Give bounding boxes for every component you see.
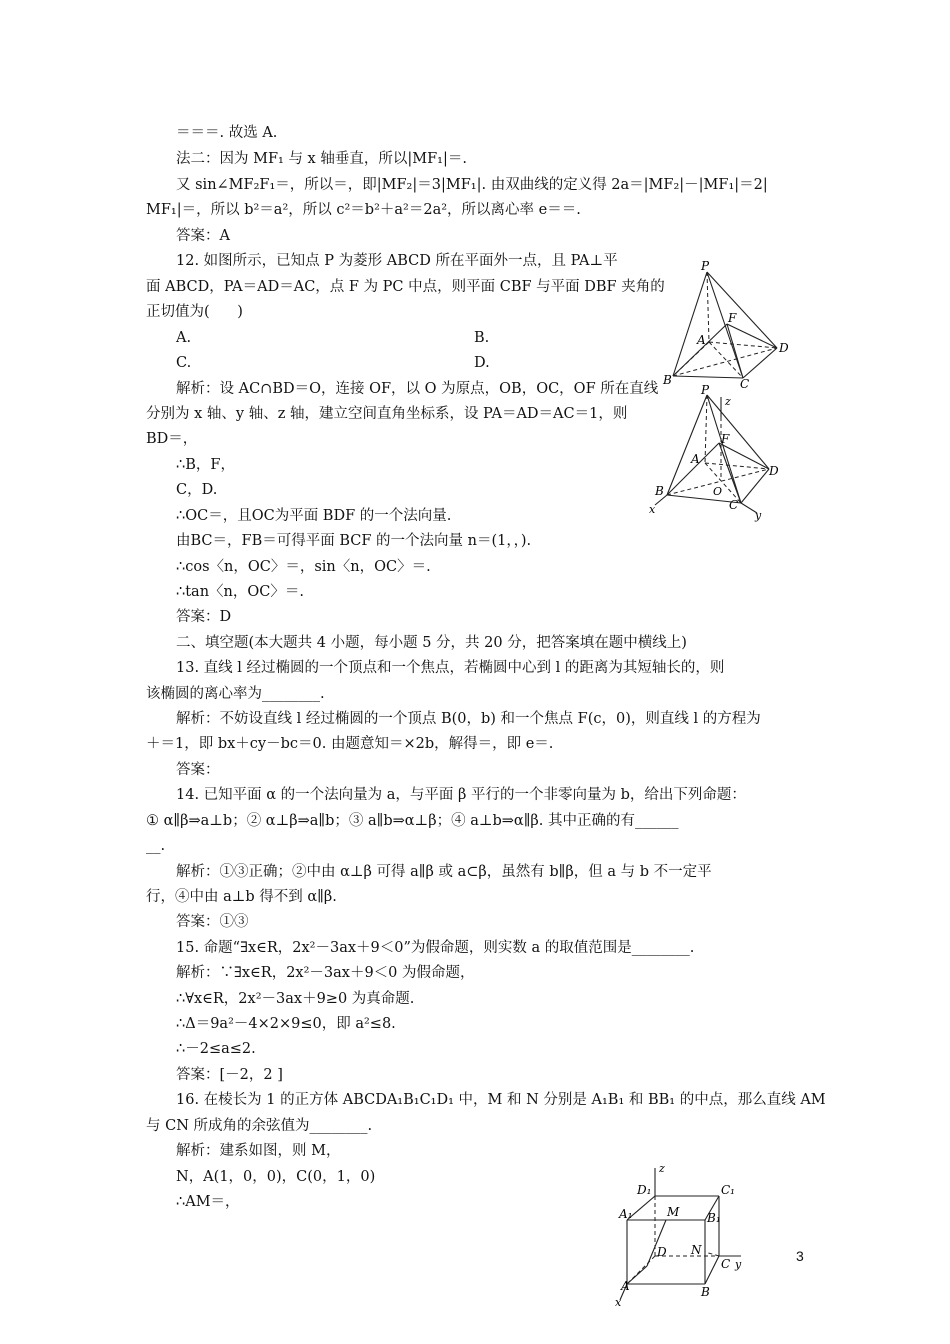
text-line: ∴tan〈n，OC〉＝. [176, 584, 304, 600]
text-line: 该椭圆的离心率为________. [146, 686, 325, 702]
fig-label: A₁ [619, 1207, 633, 1221]
text-line: 答案：[－2，2 ] [176, 1067, 283, 1083]
text-line: 行，④中由 a⊥b 得不到 α∥β. [146, 889, 337, 905]
text-line: 15. 命题“∃x∈R，2x²－3ax＋9＜0”为假命题，则实数 a 的取值范围是________. [176, 940, 695, 956]
text-line: BD＝， [146, 431, 198, 447]
fig-label: A [697, 333, 706, 347]
text-line: 又 sin∠MF₂F₁＝，所以＝，即|MF₂|＝3|MF₁|. 由双曲线的定义得 2a＝|MF₂|－|MF₁|＝2| [176, 177, 768, 193]
fig-label: P [701, 383, 710, 397]
fig-label: D [779, 341, 789, 355]
fig-label: N [691, 1243, 702, 1257]
fig-label: D [657, 1245, 667, 1259]
fig-label: z [725, 395, 731, 408]
fig-label: C [740, 377, 750, 388]
pyramid-axes-figure [645, 383, 795, 523]
fig-label: x [649, 503, 656, 516]
fig-label: B [663, 373, 672, 387]
fig-label: B [655, 484, 664, 498]
text-line: MF₁|＝，所以 b²＝a²，所以 c²＝b²＋a²＝2a²，所以离心率 e＝＝. [146, 202, 581, 218]
text-line: ＋＝1，即 bx＋cy－bc＝0. 由题意知＝×2b，解得＝，即 e＝. [146, 736, 554, 752]
text-line: 面 ABCD，PA＝AD＝AC，点 F 为 PC 中点，则平面 CBF 与平面 DBF 夹角的 [146, 279, 665, 295]
text-line: 法二：因为 MF₁ 与 x 轴垂直，所以|MF₁|＝. [176, 151, 467, 167]
pyramid-diagram [655, 258, 795, 388]
fig-label: F [721, 432, 730, 446]
text-line: ∴B，F， [176, 457, 235, 473]
fig-label: B₁ [707, 1211, 721, 1225]
text-line: ∴Δ＝9a²－4×2×9≤0，即 a²≤8. [176, 1016, 396, 1032]
text-line: ∴OC＝，且OC为平面 BDF 的一个法向量. [176, 508, 452, 524]
pyramid-figure [655, 258, 795, 388]
text-line: 与 CN 所成角的余弦值为________. [146, 1118, 373, 1134]
text-line: 解析：设 AC∩BD＝O，连接 OF，以 O 为原点，OB，OC，OF 所在直线 [176, 381, 659, 397]
text-line: 解析：不妨设直线 l 经过椭圆的一个顶点 B(0，b) 和一个焦点 F(c，0)，则直线 l 的方程为 [176, 711, 761, 727]
option-c: C. [176, 355, 192, 371]
fig-label: P [701, 259, 710, 273]
text-line: ∴cos〈n，OC〉＝，sin〈n，OC〉＝. [176, 559, 431, 575]
fig-label: A [691, 452, 700, 466]
fig-label: C [721, 1257, 731, 1271]
text-line: 正切值为( ) [146, 304, 243, 320]
fig-label: C [729, 498, 739, 512]
text-line: 14. 已知平面 α 的一个法向量为 a，与平面 β 平行的一个非零向量为 b，给出下列命题： [176, 787, 746, 803]
option-a: A. [176, 330, 192, 346]
fig-label: z [659, 1162, 665, 1175]
text-line: 12. 如图所示，已知点 P 为菱形 ABCD 所在平面外一点，且 PA⊥平 [176, 253, 618, 269]
text-line: __. [146, 838, 166, 854]
text-line: 答案： [176, 762, 220, 778]
text-line: ① α∥β⇒a⊥b；② α⊥β⇒a∥b；③ a∥b⇒α⊥β；④ a⊥b⇒α∥β. 其中正确的有______ [146, 813, 679, 829]
fig-label: C₁ [721, 1183, 735, 1197]
fig-label: B [701, 1285, 710, 1299]
fig-label: M [667, 1205, 680, 1219]
cube-diagram [615, 1158, 765, 1308]
text-line: 分别为 x 轴、y 轴、z 轴，建立空间直角坐标系，设 PA＝AD＝AC＝1，则 [146, 406, 628, 422]
fig-label: D₁ [637, 1183, 652, 1197]
text-line: ＝＝＝. 故选 A. [176, 125, 278, 141]
text-line: ∴－2≤a≤2. [176, 1041, 256, 1057]
fig-label: y [755, 509, 762, 522]
section-heading: 二、填空题(本大题共 4 小题，每小题 5 分，共 20 分，把答案填在题中横线上) [176, 635, 687, 651]
text-line: ∴AM＝， [176, 1194, 240, 1210]
text-line: 解析：∵∃x∈R，2x²－3ax＋9＜0 为假命题， [176, 965, 475, 981]
text-line: 解析：①③正确；②中由 α⊥β 可得 a∥β 或 a⊂β，虽然有 b∥β，但 a 与 b 不一定平 [176, 864, 712, 880]
fig-label: A [621, 1279, 630, 1293]
fig-label: O [713, 485, 723, 498]
text-line: N，A(1，0，0)，C(0，1，0) [176, 1169, 376, 1185]
text-line: 13. 直线 l 经过椭圆的一个顶点和一个焦点，若椭圆中心到 l 的距离为其短轴长的，则 [176, 660, 725, 676]
text-line: 答案：D [176, 609, 232, 625]
option-d: D. [474, 355, 490, 371]
fig-label: y [735, 1258, 742, 1271]
pyramid-axes-diagram [645, 383, 795, 523]
text-line: 答案：①③ [176, 914, 249, 930]
text-line: C，D. [176, 482, 218, 498]
text-line: 答案：A [176, 228, 230, 244]
cube-figure [615, 1158, 765, 1308]
fig-label: D [769, 464, 779, 478]
text-line: ∴∀x∈R，2x²－3ax＋9≥0 为真命题. [176, 991, 415, 1007]
text-line: 由BC＝，FB＝可得平面 BCF 的一个法向量 n＝(1，，). [176, 533, 532, 549]
text-line: 解析：建系如图，则 M， [176, 1143, 341, 1159]
option-b: B. [474, 330, 490, 346]
page-number: 3 [796, 1248, 804, 1264]
text-line: 16. 在棱长为 1 的正方体 ABCDA₁B₁C₁D₁ 中，M 和 N 分别是 A₁B₁ 和 BB₁ 的中点，那么直线 AM [176, 1092, 826, 1108]
fig-label: x [615, 1296, 622, 1308]
fig-label: F [728, 311, 737, 325]
